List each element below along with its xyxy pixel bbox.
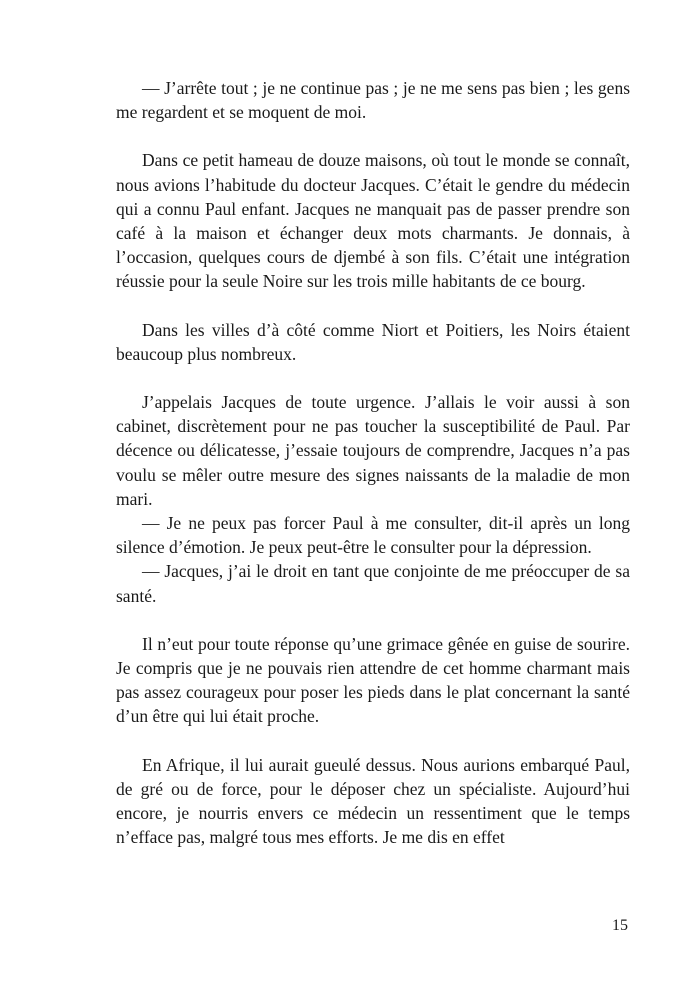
- paragraph-afrique: En Afrique, il lui aurait gueulé dessus. Nous aurions embarqué Paul, de gré ou de force, pour le déposer chez un spécialiste. Aujourd’hui encore, je nourris envers ce médecin un ressentiment que le temps n’efface pas, malgré tous mes efforts. Je me dis en effet: [116, 754, 630, 848]
- page-body: [116, 76, 630, 849]
- paragraph-hameau: Dans ce petit hameau de douze maisons, où tout le monde se connaît, nous avions l’habitude du docteur Jacques. C’était le gendre du médecin qui a connu Paul enfant. Jacques ne manquait pas de passer prendre son café à la maison et échanger deux mots charmants. Je donnais, à l’occasion, quelques cours de djembé à son fils. C’était une intégration réussie pour la seule Noire sur les trois mille habitants de ce bourg.: [116, 150, 630, 292]
- paragraph-villes: Dans les villes d’à côté comme Niort et Poitiers, les Noirs étaient beaucoup plus nombreux.: [116, 319, 630, 364]
- paragraph-dialogue-3: — Jacques, j’ai le droit en tant que conjointe de me préoccuper de sa santé.: [116, 561, 630, 606]
- page-number: 15: [612, 917, 628, 934]
- paragraph-grimace: Il n’eut pour toute réponse qu’une grimace gênée en guise de sourire. Je compris que je ne pouvais rien attendre de cet homme charmant mais pas assez courageux pour poser les pieds dans le plat concernant la santé d’un être qui lui était proche.: [116, 633, 630, 727]
- paragraph-urgence: J’appelais Jacques de toute urgence. J’allais le voir aussi à son cabinet, discrètement pour ne pas toucher la susceptibilité de Paul. Par décence ou délicatesse, j’essaie toujours de comprendre, Jacques n’a pas voulu se mêler outre mesure des signes naissants de la maladie de mon mari.: [116, 392, 630, 509]
- paragraph-dialogue-1: — J’arrête tout ; je ne continue pas ; je ne me sens pas bien ; les gens me regardent et se moquent de moi.: [116, 78, 630, 123]
- paragraph-dialogue-2: — Je ne peux pas forcer Paul à me consulter, dit-il après un long silence d’émotion. Je peux peut-être le consulter pour la dépression.: [116, 513, 630, 558]
